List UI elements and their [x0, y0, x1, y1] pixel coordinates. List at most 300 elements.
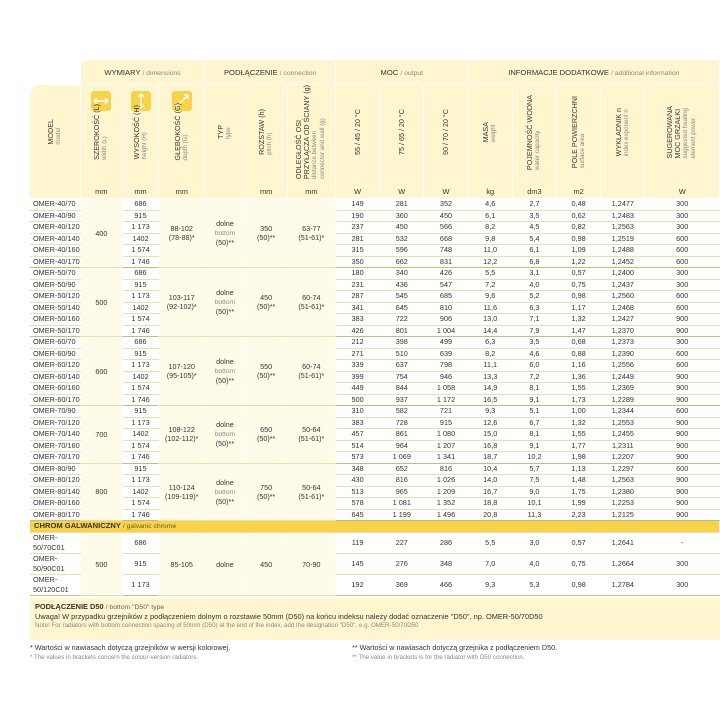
height-value: 1 173 [122, 291, 158, 303]
col-output-55: 55 / 45 / 20 °C [335, 85, 379, 186]
unit-cell: mm [122, 185, 158, 199]
mass-value: 18,8 [468, 498, 512, 510]
output-55-value: 350 [335, 256, 379, 268]
table-row [30, 291, 720, 303]
capacity-value: 6,0 [512, 360, 556, 372]
model-name: OMER-60/140 [30, 371, 80, 383]
table-row [30, 314, 720, 326]
mass-value: 9,3 [468, 575, 512, 596]
col-output-90: 90 / 70 / 20 °C [424, 85, 468, 186]
output-90-value: 1 058 [424, 383, 468, 395]
heater-value: 900 [645, 383, 720, 395]
output-75-value: 844 [380, 383, 424, 395]
height-value: 1 746 [122, 256, 158, 268]
mass-value: 8,2 [468, 222, 512, 234]
mass-value: 11,1 [468, 360, 512, 372]
table-row [30, 256, 720, 268]
table-row [30, 533, 720, 554]
height-value: 915 [122, 279, 158, 291]
unit-cell: kg [468, 185, 512, 199]
footnote-right: ** Wartości w nawiasach dotyczą grzejnika z podłączeniem D50. ** The value in brackets is for the radiator with D50 connection. [352, 643, 558, 661]
cell-text: (92-102)* [166, 302, 197, 312]
height-value: 1 173 [122, 417, 158, 429]
cell-text: 70-90 [302, 559, 321, 569]
output-55-value: 212 [335, 337, 379, 349]
exponent-value: 1,2556 [601, 360, 645, 372]
output-55-value: 645 [335, 509, 379, 521]
exponent-value: 1,2455 [601, 429, 645, 441]
mass-value: 20,8 [468, 509, 512, 521]
exponent-value: 1,2297 [601, 463, 645, 475]
capacity-value: 9,1 [512, 440, 556, 452]
cell-text: (50)** [215, 496, 235, 506]
mass-value: 14,0 [468, 475, 512, 487]
output-55-value: 341 [335, 302, 379, 314]
cell-text: bottom [214, 488, 236, 496]
cell-text: 103-117 [168, 293, 195, 303]
table-row [30, 233, 720, 245]
height-value: 686 [122, 199, 158, 211]
model-name: OMER-60/120 [30, 360, 80, 372]
model-name: OMER-50/120C01 [30, 575, 80, 596]
output-75-value: 965 [380, 486, 424, 498]
exponent-value: 1,2373 [601, 337, 645, 349]
distance-value [287, 199, 335, 268]
col-width: SZEROKOŚĆ (L) width (L) [80, 85, 122, 186]
cell-text: dolne [216, 357, 234, 367]
surface-value: 1,55 [557, 429, 601, 441]
cell-text: 800 [95, 487, 108, 497]
heater-value: 900 [645, 475, 720, 487]
cell-text: 450 [260, 559, 273, 569]
footnote-left: * Wartości w nawiasach dotyczą grzejników w wersji kolorowej. * The values in brackets concern the colour-version radiators. [30, 643, 231, 661]
table-row [30, 429, 720, 441]
col-type: TYP type [205, 85, 245, 186]
group-connection: PODŁĄCZENIE / connection [205, 60, 336, 85]
mass-value: 6,3 [468, 337, 512, 349]
cell-text: 600 [95, 366, 108, 376]
cell-text: (50)** [215, 307, 235, 317]
capacity-value: 6,7 [512, 417, 556, 429]
height-value: 1 746 [122, 394, 158, 406]
cell-text: (51-61)* [298, 233, 325, 243]
unit-cell: m2 [557, 185, 601, 199]
exponent-value: 1,2369 [601, 383, 645, 395]
unit-cell: mm [287, 185, 335, 199]
model-name: OMER-50/90C01 [30, 554, 80, 575]
distance-value [287, 406, 335, 464]
cell-text: bottom [214, 368, 236, 376]
output-75-value: 964 [380, 440, 424, 452]
heater-value: 900 [645, 440, 720, 452]
heater-value: 300 [645, 268, 720, 280]
output-90-value: 1 496 [424, 509, 468, 521]
output-90-value: 668 [424, 233, 468, 245]
table-row [30, 337, 720, 349]
width-value [80, 533, 122, 596]
depth-value [159, 463, 205, 521]
cell-text: (50)** [215, 439, 235, 449]
height-value: 1 173 [122, 360, 158, 372]
surface-value: 0,68 [557, 337, 601, 349]
output-55-value: 310 [335, 406, 379, 418]
height-value: 1402 [122, 429, 158, 441]
col-depth: GŁĘBOKOŚĆ (G) depth (G) [159, 85, 205, 186]
surface-value: 1,32 [557, 314, 601, 326]
model-name: OMER-60/70 [30, 337, 80, 349]
capacity-value: 2,7 [512, 199, 556, 211]
height-value: 1402 [122, 233, 158, 245]
model-name: OMER-50/140 [30, 302, 80, 314]
surface-value: 0,98 [557, 291, 601, 303]
output-75-value: 596 [380, 245, 424, 257]
table-row [30, 452, 720, 464]
mass-value: 4,6 [468, 199, 512, 211]
capacity-value: 7,9 [512, 325, 556, 337]
mass-value: 11,6 [468, 302, 512, 314]
distance-value [287, 463, 335, 521]
heater-value: 300 [645, 337, 720, 349]
surface-value: 0,88 [557, 348, 601, 360]
cell-text: 450 [260, 293, 273, 303]
height-value: 1 173 [122, 475, 158, 487]
heater-value: 600 [645, 291, 720, 303]
heater-value: 900 [645, 486, 720, 498]
heater-value: 900 [645, 417, 720, 429]
height-value: 686 [122, 268, 158, 280]
height-value: 1 574 [122, 245, 158, 257]
heater-value: 300 [645, 222, 720, 234]
cell-text: 700 [95, 429, 108, 439]
output-90-value: 721 [424, 406, 468, 418]
model-name: OMER-80/160 [30, 498, 80, 510]
cell-text: dolne [216, 477, 234, 487]
capacity-value: 8,1 [512, 429, 556, 441]
height-value: 915 [122, 210, 158, 222]
cell-text: 350 [260, 224, 273, 234]
cell-text: 550 [260, 362, 273, 372]
capacity-value: 5,3 [512, 575, 556, 596]
output-75-value: 861 [380, 429, 424, 441]
surface-value: 1,47 [557, 325, 601, 337]
capacity-value: 9,0 [512, 486, 556, 498]
type-value [205, 199, 245, 268]
output-90-value: 1 341 [424, 452, 468, 464]
col-distance: ODLEGŁOŚĆ OSI PRZYŁĄCZA OD ŚCIANY (g) distance between connector and wall (g) [287, 85, 335, 186]
unit-cell: W [645, 185, 720, 199]
output-75-value: 816 [380, 475, 424, 487]
model-name: OMER-60/170 [30, 394, 80, 406]
height-value: 686 [122, 337, 158, 349]
model-name: OMER-70/140 [30, 429, 80, 441]
cell-text: (95-105)* [166, 371, 197, 381]
output-55-value: 348 [335, 463, 379, 475]
surface-value: 1,99 [557, 498, 601, 510]
distance-value [287, 533, 335, 596]
output-75-value: 360 [380, 210, 424, 222]
mass-value: 12,6 [468, 417, 512, 429]
chrome-section-title [30, 521, 720, 533]
output-90-value: 466 [424, 575, 468, 596]
exponent-value: 1,2468 [601, 302, 645, 314]
mass-value: 9,3 [468, 406, 512, 418]
model-name: OMER-70/160 [30, 440, 80, 452]
heater-value: 600 [645, 406, 720, 418]
mass-value: 13,3 [468, 371, 512, 383]
mass-value: 18,7 [468, 452, 512, 464]
unit-cell: W [380, 185, 424, 199]
depth-value [159, 268, 205, 337]
col-capacity: POJEMNOŚĆ WODNA water capacity [512, 85, 556, 186]
exponent-value: 1,2784 [601, 575, 645, 596]
capacity-value: 10,1 [512, 498, 556, 510]
model-name: OMER-40/140 [30, 233, 80, 245]
mass-value: 7,0 [468, 554, 512, 575]
output-90-value: 1 172 [424, 394, 468, 406]
heater-value: 900 [645, 498, 720, 510]
surface-value: 1,73 [557, 394, 601, 406]
model-name: OMER-70/120 [30, 417, 80, 429]
output-55-value: 237 [335, 222, 379, 234]
capacity-value: 3,1 [512, 268, 556, 280]
width-value [80, 406, 122, 464]
mass-value: 5,5 [468, 268, 512, 280]
heater-value: 300 [645, 199, 720, 211]
mass-value: 10,4 [468, 463, 512, 475]
output-55-value: 457 [335, 429, 379, 441]
table-row [30, 245, 720, 257]
pitch-value [245, 199, 287, 268]
distance-value [287, 268, 335, 337]
exponent-value: 1,2344 [601, 406, 645, 418]
exponent-value: 1,2311 [601, 440, 645, 452]
height-value: 915 [122, 406, 158, 418]
width-value [80, 463, 122, 521]
table-row [30, 486, 720, 498]
height-value: 1402 [122, 302, 158, 314]
table-row [30, 222, 720, 234]
output-55-value: 119 [335, 533, 379, 554]
cell-text: dolne [216, 420, 234, 430]
capacity-value: 4,6 [512, 348, 556, 360]
group-dimensions: WYMIARY / dimensions [80, 60, 205, 85]
output-90-value: 499 [424, 337, 468, 349]
model-name: OMER-60/160 [30, 383, 80, 395]
col-exponent: WYKŁADNIK n index exponent n [601, 85, 645, 186]
cell-text: 50-64 [302, 482, 321, 492]
output-55-value: 180 [335, 268, 379, 280]
cell-text: bottom [214, 299, 236, 307]
unit-cell: W [424, 185, 468, 199]
mass-value: 12,2 [468, 256, 512, 268]
output-90-value: 348 [424, 554, 468, 575]
output-55-value: 339 [335, 360, 379, 372]
output-90-value: 946 [424, 371, 468, 383]
output-75-value: 510 [380, 348, 424, 360]
height-value: 1402 [122, 371, 158, 383]
capacity-value: 7,5 [512, 475, 556, 487]
capacity-value: 8,1 [512, 383, 556, 395]
output-90-value: 1 207 [424, 440, 468, 452]
surface-value: 0,75 [557, 554, 601, 575]
depth-value [159, 533, 205, 596]
table-row [30, 417, 720, 429]
surface-value: 1,36 [557, 371, 601, 383]
pitch-value [245, 268, 287, 337]
cell-text: 63-77 [302, 224, 321, 234]
table-row [30, 475, 720, 487]
output-90-value: 906 [424, 314, 468, 326]
table-row [30, 302, 720, 314]
output-90-value: 1 026 [424, 475, 468, 487]
col-mass: MASA weight [468, 85, 512, 186]
output-90-value: 352 [424, 199, 468, 211]
heater-value: 300 [645, 554, 720, 575]
cell-text: 750 [260, 482, 273, 492]
width-value [80, 268, 122, 337]
surface-value: 1,17 [557, 302, 601, 314]
cell-text: 650 [260, 425, 273, 435]
cell-text: (102-112)* [165, 434, 199, 444]
cell-text: / galvanic chrome [122, 523, 177, 531]
mass-value: 14,9 [468, 383, 512, 395]
exponent-value: 1,2390 [601, 348, 645, 360]
cell-text: (50)** [256, 233, 276, 243]
heater-value: 900 [645, 452, 720, 464]
height-value: 1402 [122, 486, 158, 498]
mass-value: 14,4 [468, 325, 512, 337]
mass-value: 9,8 [468, 233, 512, 245]
output-90-value: 915 [424, 417, 468, 429]
output-55-value: 315 [335, 245, 379, 257]
cell-text: dolne [216, 559, 234, 569]
capacity-value: 9,1 [512, 394, 556, 406]
distance-value [287, 337, 335, 406]
output-90-value: 748 [424, 245, 468, 257]
table-row [30, 383, 720, 395]
col-surface: POLE POWIERZCHNI surface area [557, 85, 601, 186]
output-75-value: 398 [380, 337, 424, 349]
col-heater: SUGEROWANA MOC GRZAŁKI suggested heating element power [645, 85, 720, 186]
cell-text: 50-64 [302, 425, 321, 435]
heater-value: 900 [645, 394, 720, 406]
exponent-value: 1,2560 [601, 291, 645, 303]
output-75-value: 937 [380, 394, 424, 406]
cell-text: (78-88)* [168, 233, 195, 243]
exponent-value: 1,2664 [601, 554, 645, 575]
table-row [30, 279, 720, 291]
model-name: OMER-80/90 [30, 463, 80, 475]
cell-text: dolne [216, 219, 234, 229]
model-name: OMER-50/90 [30, 279, 80, 291]
units-row [30, 185, 720, 199]
height-value: 915 [122, 554, 158, 575]
mass-value: 15,0 [468, 429, 512, 441]
height-value: 1 574 [122, 314, 158, 326]
cell-text: (51-61)* [298, 302, 325, 312]
output-90-value: 547 [424, 279, 468, 291]
surface-value: 0,57 [557, 533, 601, 554]
table-row [30, 348, 720, 360]
exponent-value: 1,2125 [601, 509, 645, 521]
width-value [80, 199, 122, 268]
output-55-value: 145 [335, 554, 379, 575]
exponent-value: 1,2483 [601, 210, 645, 222]
mass-value: 5,5 [468, 533, 512, 554]
unit-cell: mm [245, 185, 287, 199]
mass-value: 7,2 [468, 279, 512, 291]
output-75-value: 369 [380, 575, 424, 596]
table-row [30, 268, 720, 280]
output-55-value: 426 [335, 325, 379, 337]
table-row [30, 360, 720, 372]
table-row [30, 463, 720, 475]
surface-value: 0,57 [557, 268, 601, 280]
model-name: OMER-40/90 [30, 210, 80, 222]
heater-value: 600 [645, 348, 720, 360]
output-90-value: 685 [424, 291, 468, 303]
capacity-value: 5,7 [512, 463, 556, 475]
output-55-value: 573 [335, 452, 379, 464]
mass-value: 16,7 [468, 486, 512, 498]
output-75-value: 276 [380, 554, 424, 575]
table-row [30, 554, 720, 575]
capacity-value: 11,3 [512, 509, 556, 521]
cell-text: 60-74 [302, 362, 321, 372]
type-value [205, 268, 245, 337]
output-75-value: 645 [380, 302, 424, 314]
height-value: 1 746 [122, 509, 158, 521]
output-55-value: 383 [335, 417, 379, 429]
output-90-value: 450 [424, 210, 468, 222]
exponent-value: 1,2207 [601, 452, 645, 464]
output-90-value: 1 352 [424, 498, 468, 510]
output-75-value: 227 [380, 533, 424, 554]
output-75-value: 532 [380, 233, 424, 245]
capacity-value: 5,2 [512, 291, 556, 303]
col-output-75: 75 / 65 / 20 °C [380, 85, 424, 186]
output-75-value: 652 [380, 463, 424, 475]
surface-value: 1,00 [557, 406, 601, 418]
surface-value: 1,32 [557, 417, 601, 429]
model-name: OMER-50/70C01 [30, 533, 80, 554]
exponent-value: 1,2452 [601, 256, 645, 268]
exponent-value: 1,2427 [601, 314, 645, 326]
heater-value: 600 [645, 302, 720, 314]
height-value: 1 173 [122, 222, 158, 234]
group-additional: INFORMACJE DODATKOWE / additional information [468, 60, 719, 85]
capacity-value: 7,2 [512, 371, 556, 383]
model-name: OMER-50/160 [30, 314, 80, 326]
group-output: MOC / output [335, 60, 468, 85]
width-value [80, 337, 122, 406]
surface-value: 1,09 [557, 245, 601, 257]
cell-text: bottom [214, 431, 236, 439]
model-name: OMER-70/170 [30, 452, 80, 464]
output-55-value: 271 [335, 348, 379, 360]
cell-text: 400 [95, 228, 108, 238]
output-55-value: 514 [335, 440, 379, 452]
surface-value: 1,55 [557, 383, 601, 395]
capacity-value: 4,0 [512, 554, 556, 575]
output-55-value: 190 [335, 210, 379, 222]
chrome-section-header [30, 521, 720, 533]
cell-text: 85-105 [170, 559, 193, 569]
model-name: OMER-80/170 [30, 509, 80, 521]
cell-text: 107-120 [168, 362, 195, 372]
surface-value: 2,23 [557, 509, 601, 521]
unit-cell: dm3 [512, 185, 556, 199]
